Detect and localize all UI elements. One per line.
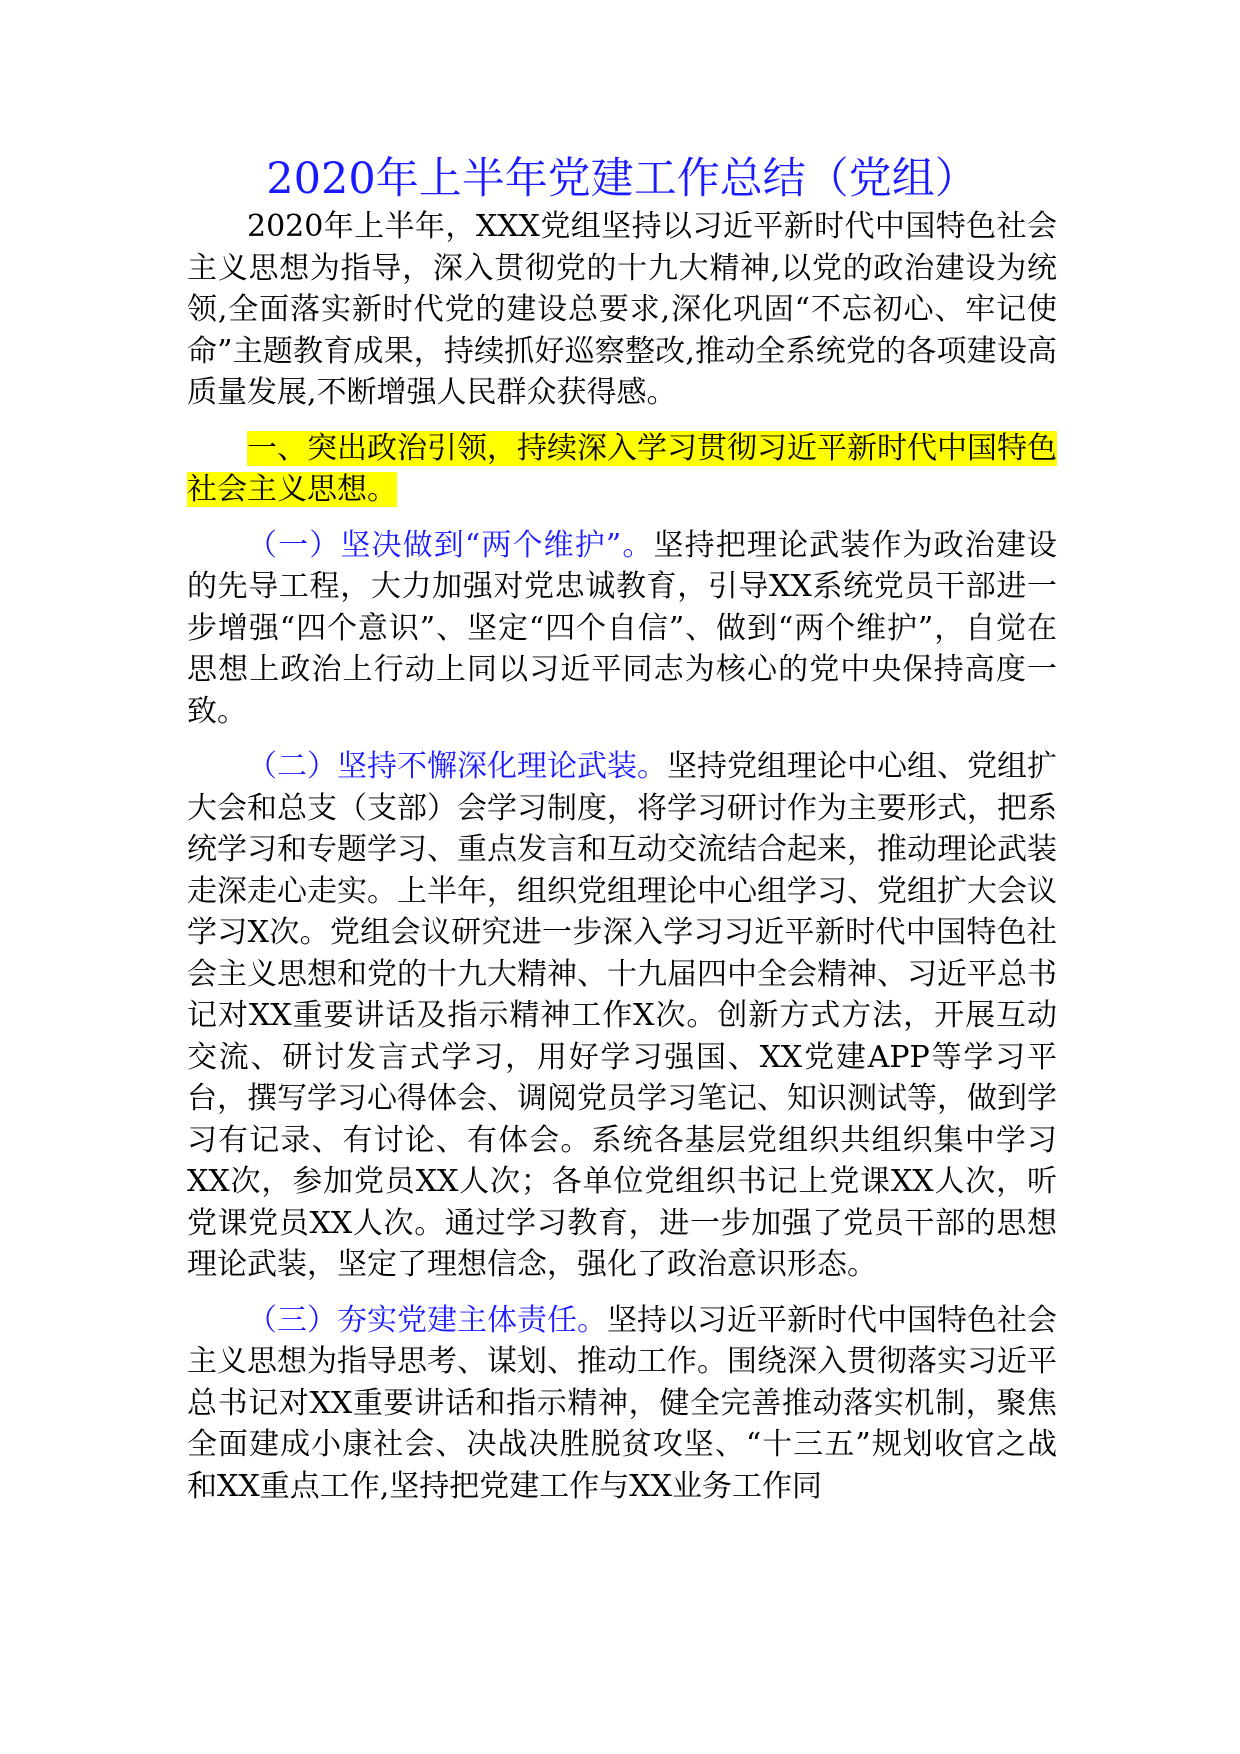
subsection-3-paragraph (187, 1300, 1057, 1508)
subsection-1-heading: （一）坚决做到“两个维护”。 (247, 527, 654, 563)
subsection-2-paragraph (187, 746, 1057, 1286)
document-title: 2020年上半年党建工作总结（党组） (266, 154, 978, 204)
subsection-1-paragraph (187, 525, 1057, 733)
intro-paragraph: 2020年上半年，XXX党组坚持以习近平新时代中国特色社会主义思想为指导，深入贯彻党的十九大精神,以党的政治建设为统领,全面落实新时代党的建设总要求,深化巩固“不忘初心、牢记使命”主题教育成果，持续抓好巡察整改,推动全系统党的各项建设高质量发展,不断增强人民群众获得感。 (187, 209, 1057, 410)
subsection-3-heading: （三）夯实党建主体责任。 (247, 1302, 607, 1338)
subsection-1-body: 坚持把理论武装作为政治建设的先导工程，大力加强对党忠诚教育，引导XX系统党员干部进一步增强“四个意识”、坚定“四个自信”、做到“两个维护”，自觉在思想上政治上行动上同以习近平同志为核心的党中央保持高度一致。 (187, 527, 1057, 729)
section-1-paragraph (187, 428, 1057, 511)
subsection-3-body: 坚持以习近平新时代中国特色社会主义思想为指导思考、谋划、推动工作。围绕深入贯彻落实习近平总书记对XX重要讲话和指示精神，健全完善推动落实机制，聚焦全面建成小康社会、决战决胜脱贫攻坚、“十三五”规划收官之战和XX重点工作,坚持把党建工作与XX业务工作同 (187, 1302, 1057, 1504)
subsection-2-heading: （二）坚持不懈深化理论武装。 (247, 749, 667, 784)
document-page (187, 150, 1057, 1507)
section-1-heading: 一、突出政治引领，持续深入学习贯彻习近平新时代中国特色社会主义思想。 (187, 430, 1057, 507)
subsection-2-body: 坚持党组理论中心组、党组扩大会和总支（支部）会学习制度，将学习研讨作为主要形式，把系统学习和专题学习、重点发言和互动交流结合起来，推动理论武装走深走心走实。上半年，组织党组理论中心组学习、党组扩大会议学习X次。党组会议研究进一步深入学习习近平新时代中国特色社会主义思想和党的十九大精神、十九届四中全会精神、习近平总书记对XX重要讲话及指示精神工作X次。创新方式方法，开展互动交流、研讨发言式学习，用好学习强国、XX党建APP等学习平台，撰写学习心得体会、调阅党员学习笔记、知识测试等，做到学习有记录、有讨论、有体会。系统各基层党组织共组织集中学习XX次，参加党员XX人次；各单位党组织书记上党课XX人次，听党课党员XX人次。通过学习教育，进一步加强了党员干部的思想理论武装，坚定了理想信念，强化了政治意识形态。 (187, 749, 1057, 1282)
